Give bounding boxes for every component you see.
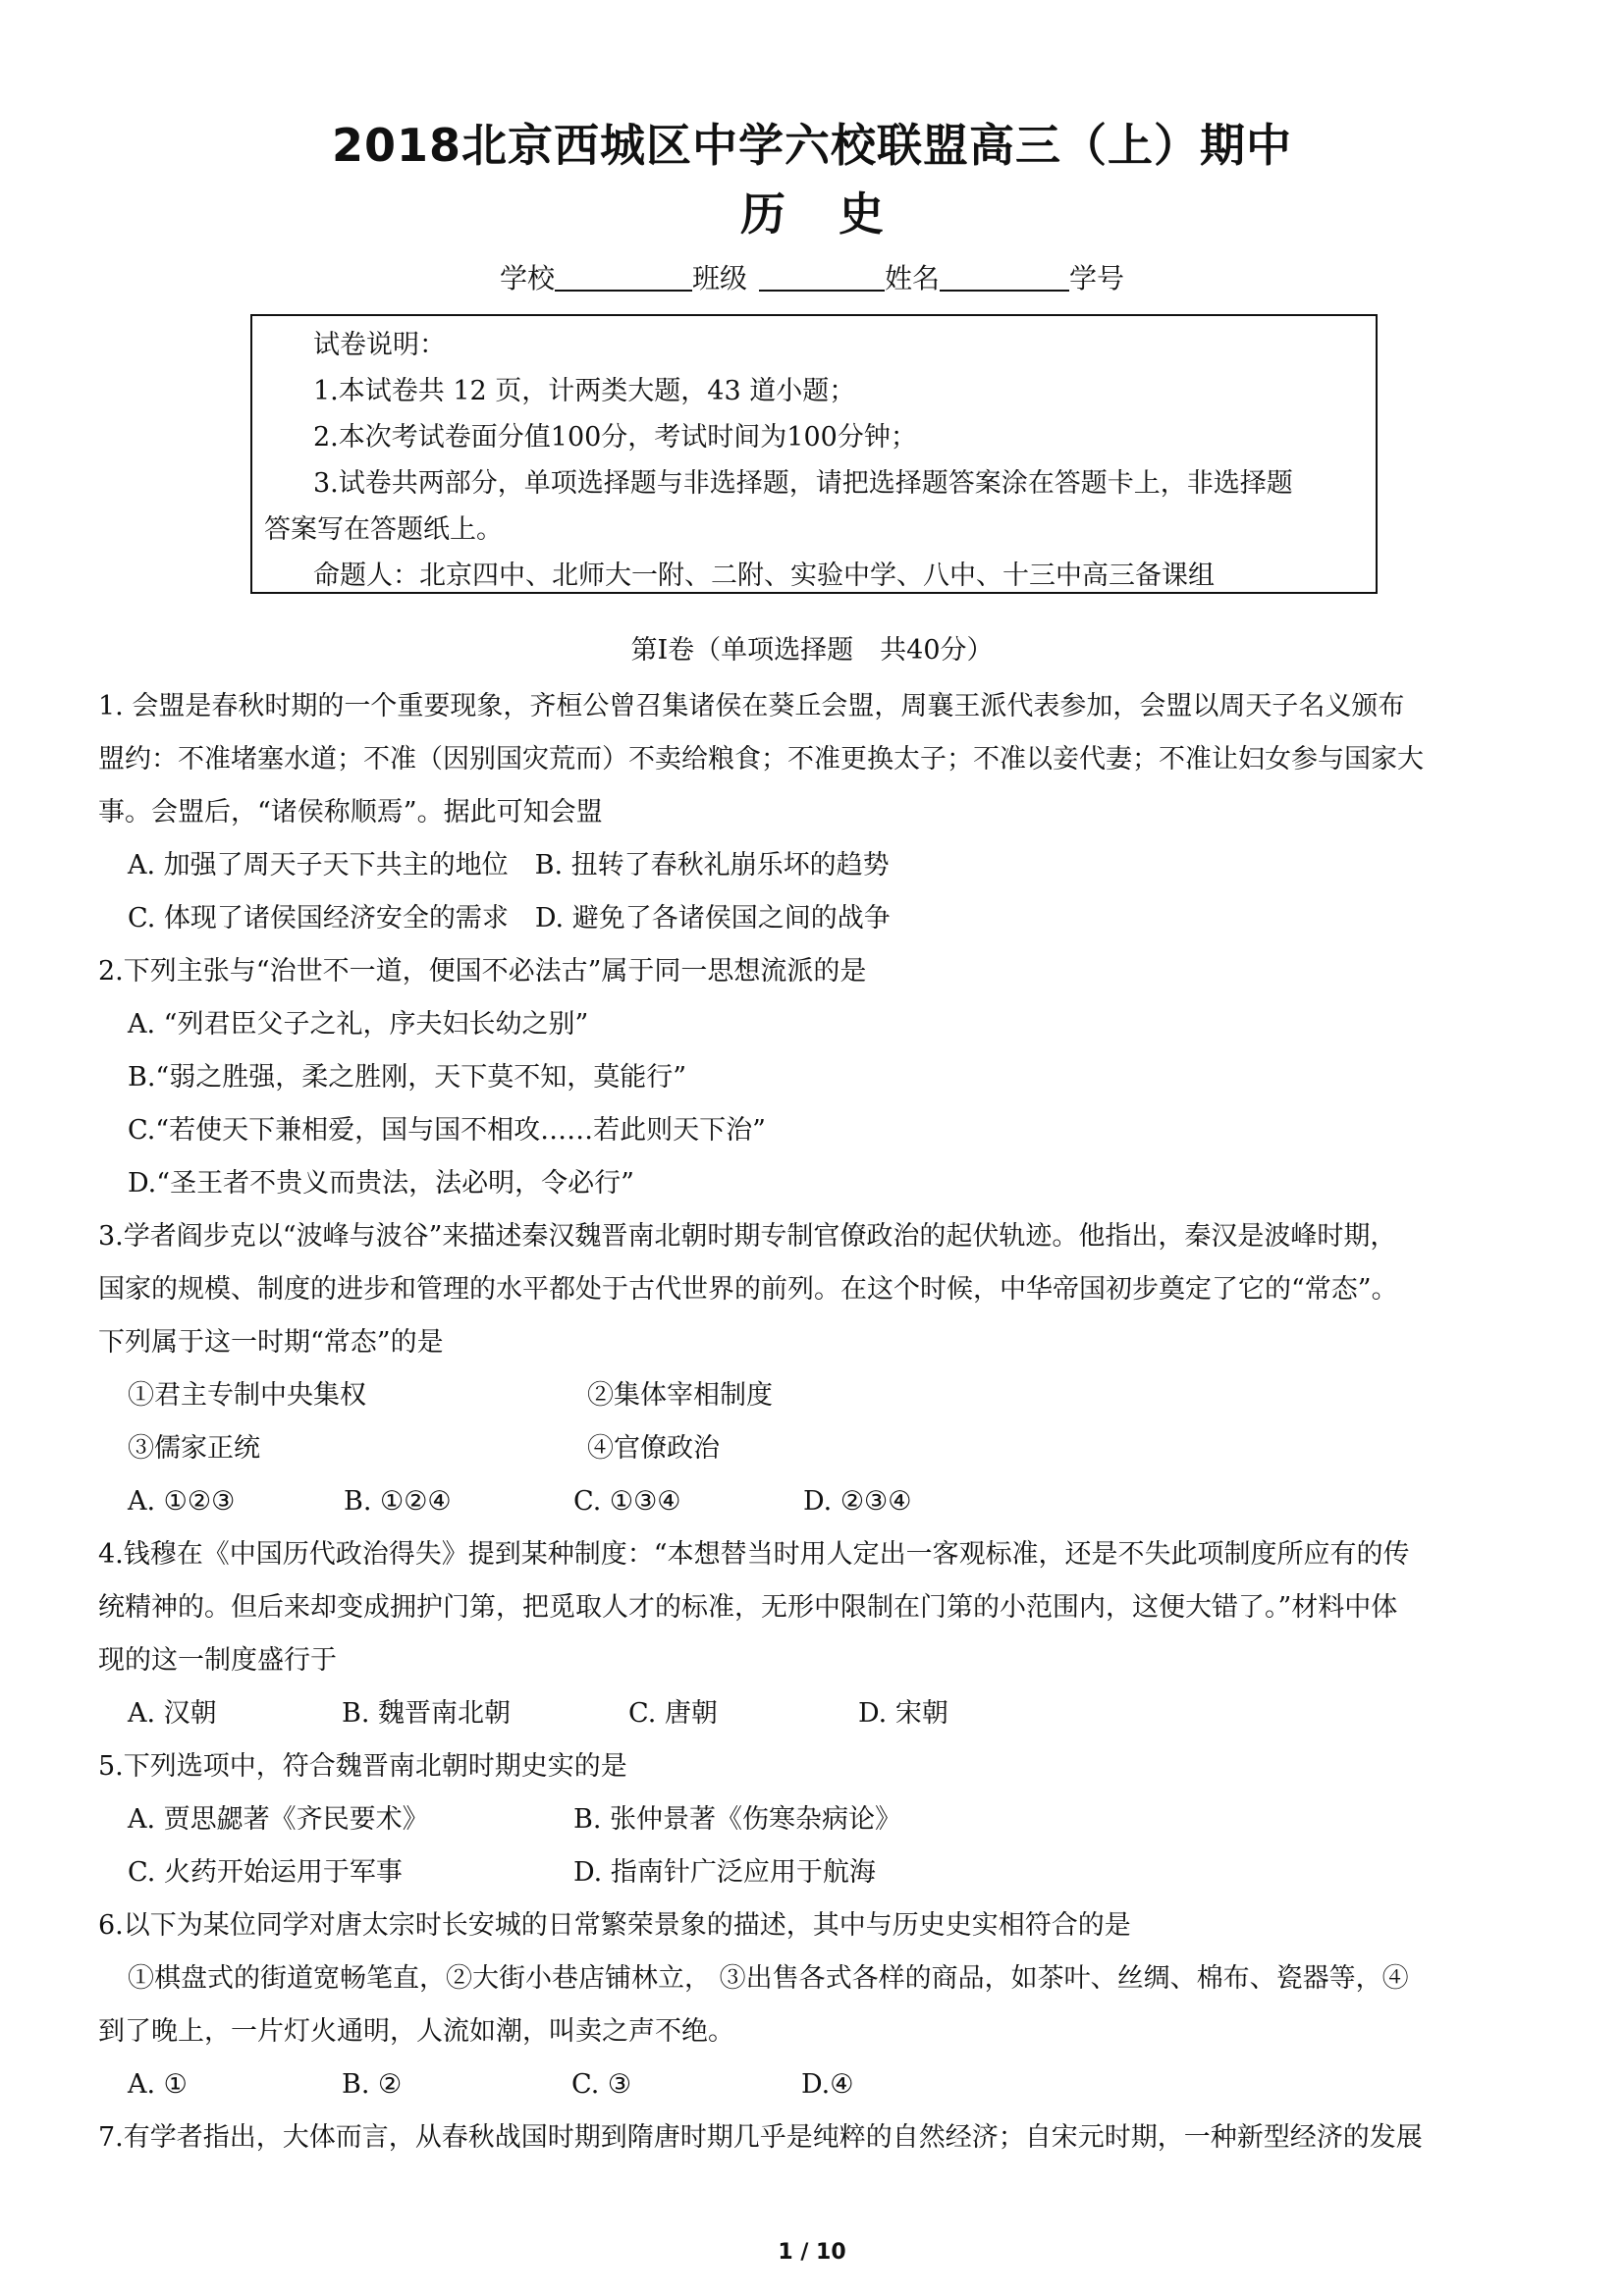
section-title: 第Ⅰ卷（单项选择题 共40分） bbox=[630, 635, 994, 666]
question-7 bbox=[98, 2111, 1542, 2164]
question-text: 盟约：不准堵塞水道；不准（因别国灾荒而）不卖给粮食；不准更换太子；不准以妾代妻；不准让妇女参与国家大 bbox=[98, 744, 1424, 774]
question-text: 下列属于这一时期“常态”的是 bbox=[98, 1327, 444, 1358]
option-b: B. ①②④ bbox=[344, 1486, 452, 1517]
question-1 bbox=[98, 680, 1542, 945]
options-row bbox=[98, 1793, 1542, 1846]
name-blank[interactable] bbox=[940, 264, 1069, 292]
class-blank[interactable] bbox=[759, 264, 885, 292]
subject-title: 历史 bbox=[740, 187, 937, 240]
question-text: 事。会盟后，“诸侯称顺焉”。据此可知会盟 bbox=[98, 797, 603, 828]
instruction-item: 答案写在答题纸上。 bbox=[264, 514, 503, 545]
item: ④官僚政治 bbox=[587, 1433, 720, 1464]
question-text: 统精神的。但后来却变成拥护门第，把觅取人才的标准，无形中限制在门第的小范围内，这便大错了。”材料中体 bbox=[98, 1592, 1398, 1623]
option-b: B. 张仲景著《伤寒杂病论》 bbox=[573, 1804, 902, 1835]
option-line: A. 加强了周天子天下共主的地位 B. 扭转了春秋礼崩乐坏的趋势 bbox=[128, 850, 890, 881]
student-info-line bbox=[0, 257, 1624, 296]
instructions-heading: 试卷说明： bbox=[313, 330, 446, 360]
instruction-item: 1.本试卷共 12 页，计两类大题，43 道小题； bbox=[313, 376, 856, 406]
item: ①君主专制中央集权 bbox=[128, 1380, 366, 1411]
options-row bbox=[98, 2058, 1542, 2111]
item-row bbox=[98, 1422, 1542, 1475]
exam-title: 2018北京西城区中学六校联盟高三（上）期中 bbox=[331, 119, 1293, 172]
option-d: D.④ bbox=[801, 2069, 854, 2100]
options-row bbox=[98, 1846, 1542, 1899]
option-d: D. 宋朝 bbox=[858, 1698, 948, 1729]
question-text: 现的这一制度盛行于 bbox=[98, 1645, 337, 1676]
number-label: 学号 bbox=[1069, 262, 1125, 294]
instruction-item: 3.试卷共两部分，单项选择题与非选择题，请把选择题答案涂在答题卡上，非选择题 bbox=[313, 468, 1293, 499]
school-label: 学校 bbox=[499, 262, 555, 294]
option-d: D. ②③④ bbox=[803, 1486, 912, 1517]
option-line: C. 体现了诸侯国经济安全的需求 D. 避免了各诸侯国之间的战争 bbox=[128, 903, 891, 934]
question-2 bbox=[98, 945, 1542, 1210]
option-c: C. ①③④ bbox=[573, 1486, 681, 1517]
item: ③儒家正统 bbox=[128, 1433, 260, 1464]
question-text: 3.学者阎步克以“波峰与波谷”来描述秦汉魏晋南北朝时期专制官僚政治的起伏轨迹。他指出，秦汉是波峰时期， bbox=[98, 1221, 1397, 1252]
option-c: C.“若使天下兼相爱，国与国不相攻……若此则天下治” bbox=[128, 1115, 766, 1146]
question-text: 到了晚上，一片灯火通明，人流如潮，叫卖之声不绝。 bbox=[98, 2016, 734, 2047]
question-text: ①棋盘式的街道宽畅笔直，②大街小巷店铺林立， ③出售各式各样的商品，如茶叶、丝绸、棉布、瓷器等，④ bbox=[128, 1963, 1409, 1994]
class-label: 班级 bbox=[691, 262, 747, 294]
question-text: 6.以下为某位同学对唐太宗时长安城的日常繁荣景象的描述，其中与历史史实相符合的是 bbox=[98, 1910, 1131, 1941]
option-c: C. ③ bbox=[571, 2069, 632, 2100]
option-c: C. 火药开始运用于军事 bbox=[128, 1857, 403, 1888]
question-text: 1. 会盟是春秋时期的一个重要现象，齐桓公曾召集诸侯在葵丘会盟，周襄王派代表参加，会盟以周天子名义颁布 bbox=[98, 691, 1405, 721]
options-row bbox=[98, 1475, 1542, 1528]
page-number: 1 / 10 bbox=[778, 2240, 846, 2265]
option-a: A. ① bbox=[128, 2069, 188, 2100]
item-row bbox=[98, 1369, 1542, 1422]
option-d: D. 指南针广泛应用于航海 bbox=[573, 1857, 876, 1888]
option-b: B.“弱之胜强，柔之胜刚，天下莫不知，莫能行” bbox=[128, 1062, 687, 1093]
question-text: 4.钱穆在《中国历代政治得失》提到某种制度：“本想替当时用人定出一客观标准，还是不失此项制度所应有的传 bbox=[98, 1539, 1410, 1570]
question-text: 7.有学者指出，大体而言，从春秋战国时期到隋唐时期几乎是纯粹的自然经济；自宋元时期，一种新型经济的发展 bbox=[98, 2122, 1423, 2153]
option-a: A. 贾思勰著《齐民要术》 bbox=[128, 1804, 429, 1835]
option-d: D.“圣王者不贵义而贵法，法必明，令必行” bbox=[128, 1168, 634, 1199]
option-a: A. ①②③ bbox=[128, 1486, 236, 1517]
name-label: 姓名 bbox=[885, 262, 941, 294]
option-b: B. ② bbox=[342, 2069, 403, 2100]
option-a: A. 汉朝 bbox=[128, 1698, 217, 1729]
option-b: B. 魏晋南北朝 bbox=[342, 1698, 512, 1729]
option-a: A. “列君臣父子之礼，序夫妇长幼之别” bbox=[128, 1009, 589, 1040]
question-4 bbox=[98, 1528, 1542, 1740]
instruction-item: 2.本次考试卷面分值100分，考试时间为100分钟； bbox=[313, 422, 917, 453]
question-text: 国家的规模、制度的进步和管理的水平都处于古代世界的前列。在这个时候，中华帝国初步奠定了它的“常态”。 bbox=[98, 1274, 1398, 1305]
instructions-box bbox=[250, 314, 1378, 594]
question-text: 5.下列选项中，符合魏晋南北朝时期史实的是 bbox=[98, 1751, 627, 1782]
option-c: C. 唐朝 bbox=[628, 1698, 718, 1729]
item: ②集体宰相制度 bbox=[587, 1380, 773, 1411]
question-text: 2.下列主张与“治世不一道，便国不必法古”属于同一思想流派的是 bbox=[98, 956, 867, 987]
school-blank[interactable] bbox=[555, 264, 692, 292]
question-5 bbox=[98, 1740, 1542, 1899]
options-row bbox=[98, 1687, 1542, 1740]
instruction-authors: 命题人：北京四中、北师大一附、二附、实验中学、八中、十三中高三备课组 bbox=[313, 561, 1215, 591]
question-3 bbox=[98, 1210, 1542, 1528]
question-6 bbox=[98, 1899, 1542, 2111]
